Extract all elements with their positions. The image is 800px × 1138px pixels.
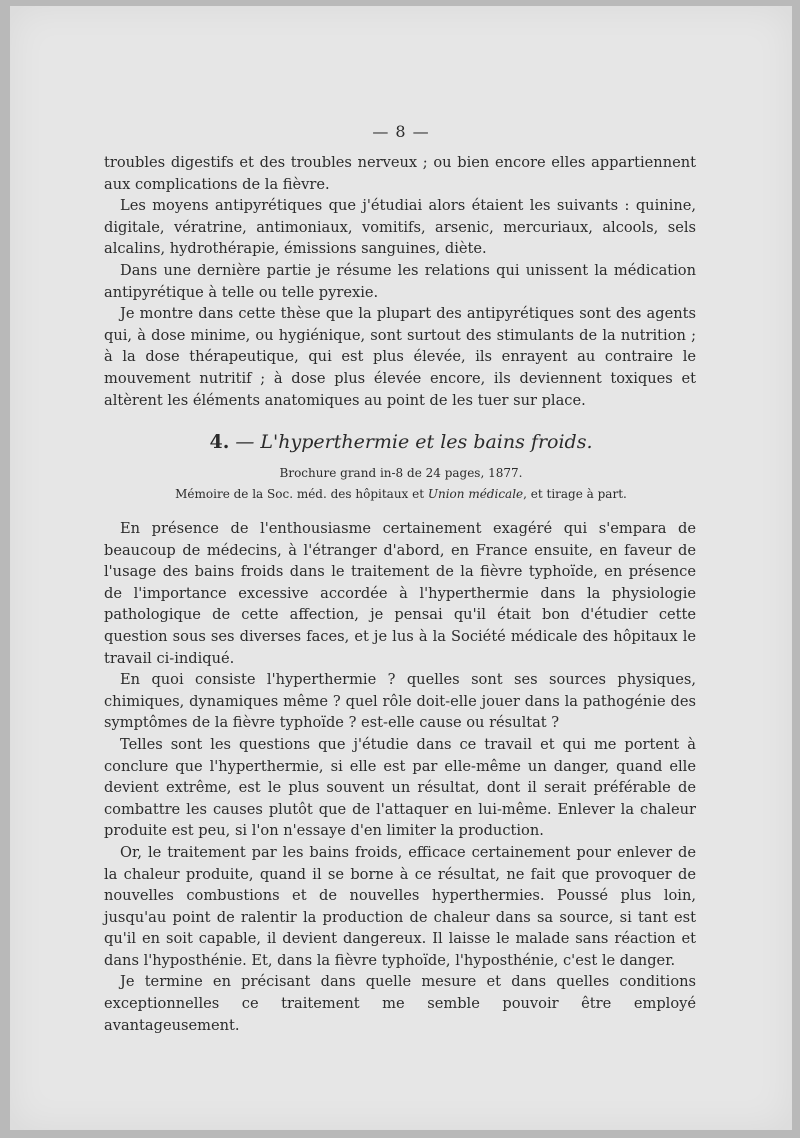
paragraph: En quoi consiste l'hyperthermie ? quelles sont ses sources physiques, chimiques, dynamiques même ? quel rôle doit-elle jouer dans la pathogénie des symptômes de la fièvre typhoïde ? est-elle cause ou résultat ? <box>104 671 696 732</box>
memoir-line-suffix: , et tirage à part. <box>523 487 627 501</box>
intro-text-block <box>104 152 696 411</box>
paragraph: Telles sont les questions que j'étudie dans ce travail et qui me portent à conclure que l'hyperthermie, si elle est par elle-même un danger, quand elle devient extrême, est le plus souvent un résultat, dont il serait préférable de combattre les causes plutôt que de l'attaquer en lui-même. Enlever la chaleur produite est peu, si l'on n'essaye d'en limiter la production. <box>104 735 696 840</box>
paragraph: Les moyens antipyrétiques que j'étudiai alors étaient les suivants : quinine, digitale, vératrine, antimoniaux, vomitifs, arsenic, mercuriaux, alcools, sels alcalins, hydrothérapie, émissions sanguines, diète. <box>104 197 696 258</box>
paragraph: En présence de l'enthousiasme certainement exagéré qui s'empara de beaucoup de médecins, à l'étranger d'abord, en France ensuite, en faveur de l'usage des bains froids dans le traitement de la fièvre typhoïde, en présence de l'importance excessive accordée à l'hyperthermie dans la physiologie pathologique de cette affection, je pensai qu'il était bon d'étudier cette question sous ses diverses faces, et je lus à la Société médicale des hôpitaux le travail ci-indiqué. <box>104 520 696 667</box>
paragraph: Dans une dernière partie je résume les relations qui unissent la médication antipyrétique à telle ou telle pyrexie. <box>104 261 696 301</box>
memoir-journal: Union médicale <box>427 487 524 501</box>
body-text-block <box>104 518 696 1036</box>
publication-line: Brochure grand in-8 de 24 pages, 1877. <box>279 466 523 480</box>
paragraph: Or, le traitement par les bains froids, efficace certainement pour enlever de la chaleur produite, quand il se borne à ce résultat, ne fait que provoquer de nouvelles combustions et de nouvelles hyperthermies. Poussé plus loin, jusqu'au point de ralentir la production de chaleur dans sa source, si tant est qu'il en soit capable, il devient dangereux. Il laisse le malade sans réaction et dans l'hyposthénie. Et, dans la fièvre typhoïde, l'hyposthénie, c'est le danger. <box>104 843 696 969</box>
paragraph: Je montre dans cette thèse que la plupart des antipyrétiques sont des agents qui, à dose minime, ou hygiénique, sont surtout des stimulants de la nutrition ; à la dose thérapeutique, qui est plus élevée, ils enrayent au contraire le mouvement nutritif ; à dose plus élevée encore, ils deviennent toxiques et altèrent les éléments anatomiques au point de les tuer sur place. <box>104 305 696 409</box>
page-number: — 8 — <box>372 122 430 141</box>
paragraph: Je termine en précisant dans quelle mesure et dans quelles conditions exceptionnelles ce traitement me semble pouvoir être employé avantageusement. <box>104 973 696 1034</box>
paragraph: troubles digestifs et des troubles nerveux ; ou bien encore elles appartiennent aux complications de la fièvre. <box>104 154 696 193</box>
memoir-line-prefix: Mémoire de la Soc. méd. des hôpitaux et <box>175 487 428 501</box>
section-heading <box>10 431 792 453</box>
document-page <box>10 6 792 1130</box>
memoir-line <box>10 487 792 501</box>
section-title: — L'hyperthermie et les bains froids. <box>229 431 593 453</box>
section-number: 4. <box>209 431 230 453</box>
